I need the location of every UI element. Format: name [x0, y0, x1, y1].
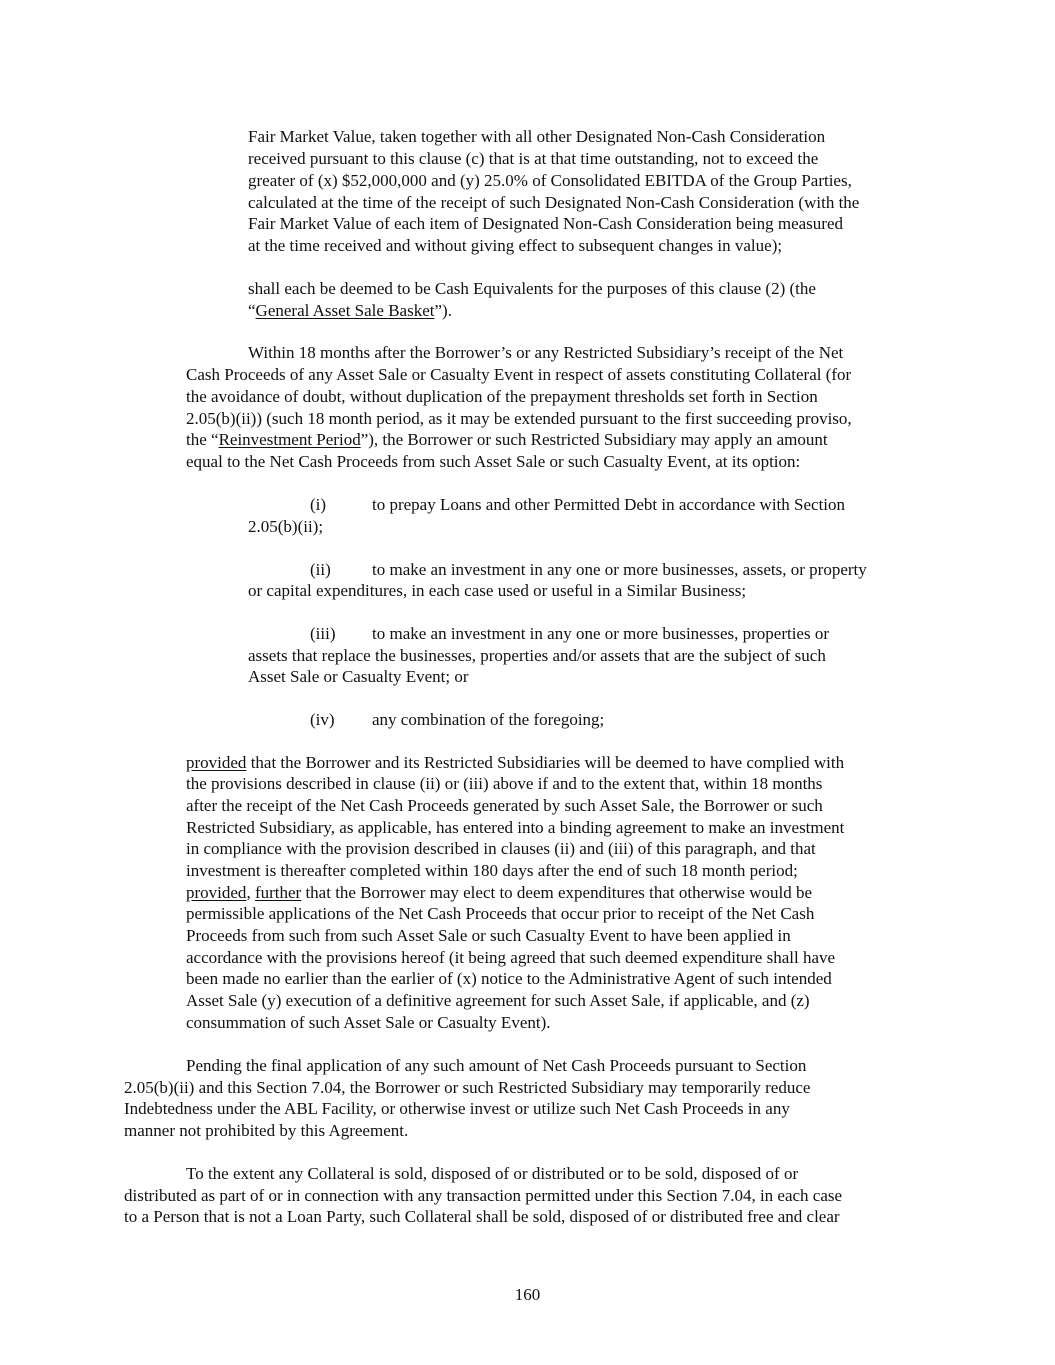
text-line: accordance with the provisions hereof (it being agreed that such deemed expenditure shall have	[186, 948, 836, 967]
text-line: permissible applications of the Net Cash Proceeds that occur prior to receipt of the Net Cash	[186, 904, 815, 923]
text-line: consummation of such Asset Sale or Casualty Event).	[186, 1013, 551, 1032]
defined-term-reinvestment-period: Reinvestment Period	[218, 430, 361, 449]
close-quote: ”).	[434, 301, 452, 320]
page-number: 160	[514, 1285, 541, 1304]
term-provided: provided	[186, 883, 247, 902]
text-line: manner not prohibited by this Agreement.	[124, 1121, 409, 1140]
text-line: distributed as part of or in connection with any transaction permitted under this Section 7.04, in each case	[124, 1186, 843, 1205]
clause-number: (i)	[310, 495, 327, 514]
text-line: Cash Proceeds of any Asset Sale or Casualty Event in respect of assets constituting Collateral (for	[186, 365, 852, 384]
text-line: or capital expenditures, in each case used or useful in a Similar Business;	[248, 581, 747, 600]
term-further: further	[254, 883, 302, 902]
text-line	[186, 882, 812, 904]
text-line: 2.05(b)(ii)) (such 18 month period, as it may be extended pursuant to the first succeeding proviso,	[186, 409, 852, 428]
clause-number: (iii)	[310, 624, 336, 643]
text-line: Asset Sale or Casualty Event; or	[248, 667, 469, 686]
text-line: after the receipt of the Net Cash Proceeds generated by such Asset Sale, the Borrower or such	[186, 796, 823, 815]
text-line: Restricted Subsidiary, as applicable, has entered into a binding agreement to make an investment	[186, 818, 845, 837]
clause-number: (ii)	[310, 560, 331, 579]
text-line: greater of (x) $52,000,000 and (y) 25.0% of Consolidated EBITDA of the Group Parties,	[248, 171, 852, 190]
text-line: assets that replace the businesses, properties and/or assets that are the subject of such	[248, 646, 826, 665]
text-line: received pursuant to this clause (c) that is at that time outstanding, not to exceed the	[248, 149, 819, 168]
text-line: equal to the Net Cash Proceeds from such Asset Sale or such Casualty Event, at its option:	[186, 452, 801, 471]
text-line	[186, 752, 844, 774]
text-line: Within 18 months after the Borrower’s or any Restricted Subsidiary’s receipt of the Net	[248, 343, 844, 362]
text-fragment: the “	[186, 430, 219, 449]
text-line: the avoidance of doubt, without duplication of the prepayment thresholds set forth in Section	[186, 387, 818, 406]
text-line: been made no earlier than the earlier of (x) notice to the Administrative Agent of such intended	[186, 969, 832, 988]
text-line: any combination of the foregoing;	[372, 710, 605, 729]
defined-term-general-asset-sale-basket: General Asset Sale Basket	[255, 301, 435, 320]
text-line: 2.05(b)(ii);	[248, 517, 324, 536]
text-line: shall each be deemed to be Cash Equivalents for the purposes of this clause (2) (the	[248, 279, 816, 298]
text-line	[186, 429, 828, 451]
text-line: 2.05(b)(ii) and this Section 7.04, the Borrower or such Restricted Subsidiary may temporarily reduce	[124, 1078, 811, 1097]
text-fragment: that the Borrower may elect to deem expenditures that otherwise would be	[301, 883, 812, 902]
text-line: calculated at the time of the receipt of such Designated Non-Cash Consideration (with the	[248, 193, 860, 212]
text-line: Fair Market Value, taken together with all other Designated Non-Cash Consideration	[248, 127, 826, 146]
text-line	[248, 300, 452, 322]
term-provided: provided	[186, 753, 247, 772]
text-line: in compliance with the provision described in clauses (ii) and (iii) of this paragraph, and that	[186, 839, 816, 858]
text-line: To the extent any Collateral is sold, disposed of or distributed or to be sold, disposed of or	[186, 1164, 799, 1183]
text-line: to make an investment in any one or more businesses, assets, or property	[372, 560, 867, 579]
clause-number: (iv)	[310, 710, 335, 729]
text-line: Proceeds from such from such Asset Sale or such Casualty Event to have been applied in	[186, 926, 791, 945]
text-line: at the time received and without giving effect to subsequent changes in value);	[248, 236, 783, 255]
text-line: to prepay Loans and other Permitted Debt in accordance with Section	[372, 495, 846, 514]
text-line: to a Person that is not a Loan Party, such Collateral shall be sold, disposed of or distributed free and clear	[124, 1207, 840, 1226]
text-fragment: ,	[246, 883, 255, 902]
text-line: investment is thereafter completed within 180 days after the end of such 18 month period;	[186, 861, 798, 880]
open-quote: “	[248, 301, 256, 320]
text-fragment: that the Borrower and its Restricted Subsidiaries will be deemed to have complied with	[246, 753, 845, 772]
text-line: Fair Market Value of each item of Designated Non-Cash Consideration being measured	[248, 214, 843, 233]
text-line: the provisions described in clause (ii) or (iii) above if and to the extent that, within 18 months	[186, 774, 823, 793]
text-fragment: ”), the Borrower or such Restricted Subsidiary may apply an amount	[360, 430, 828, 449]
text-line: to make an investment in any one or more businesses, properties or	[372, 624, 829, 643]
text-line: Pending the final application of any such amount of Net Cash Proceeds pursuant to Section	[186, 1056, 807, 1075]
text-line: Indebtedness under the ABL Facility, or otherwise invest or utilize such Net Cash Proceeds in any	[124, 1099, 790, 1118]
text-line: Asset Sale (y) execution of a definitive agreement for such Asset Sale, if applicable, and (z)	[186, 991, 810, 1010]
